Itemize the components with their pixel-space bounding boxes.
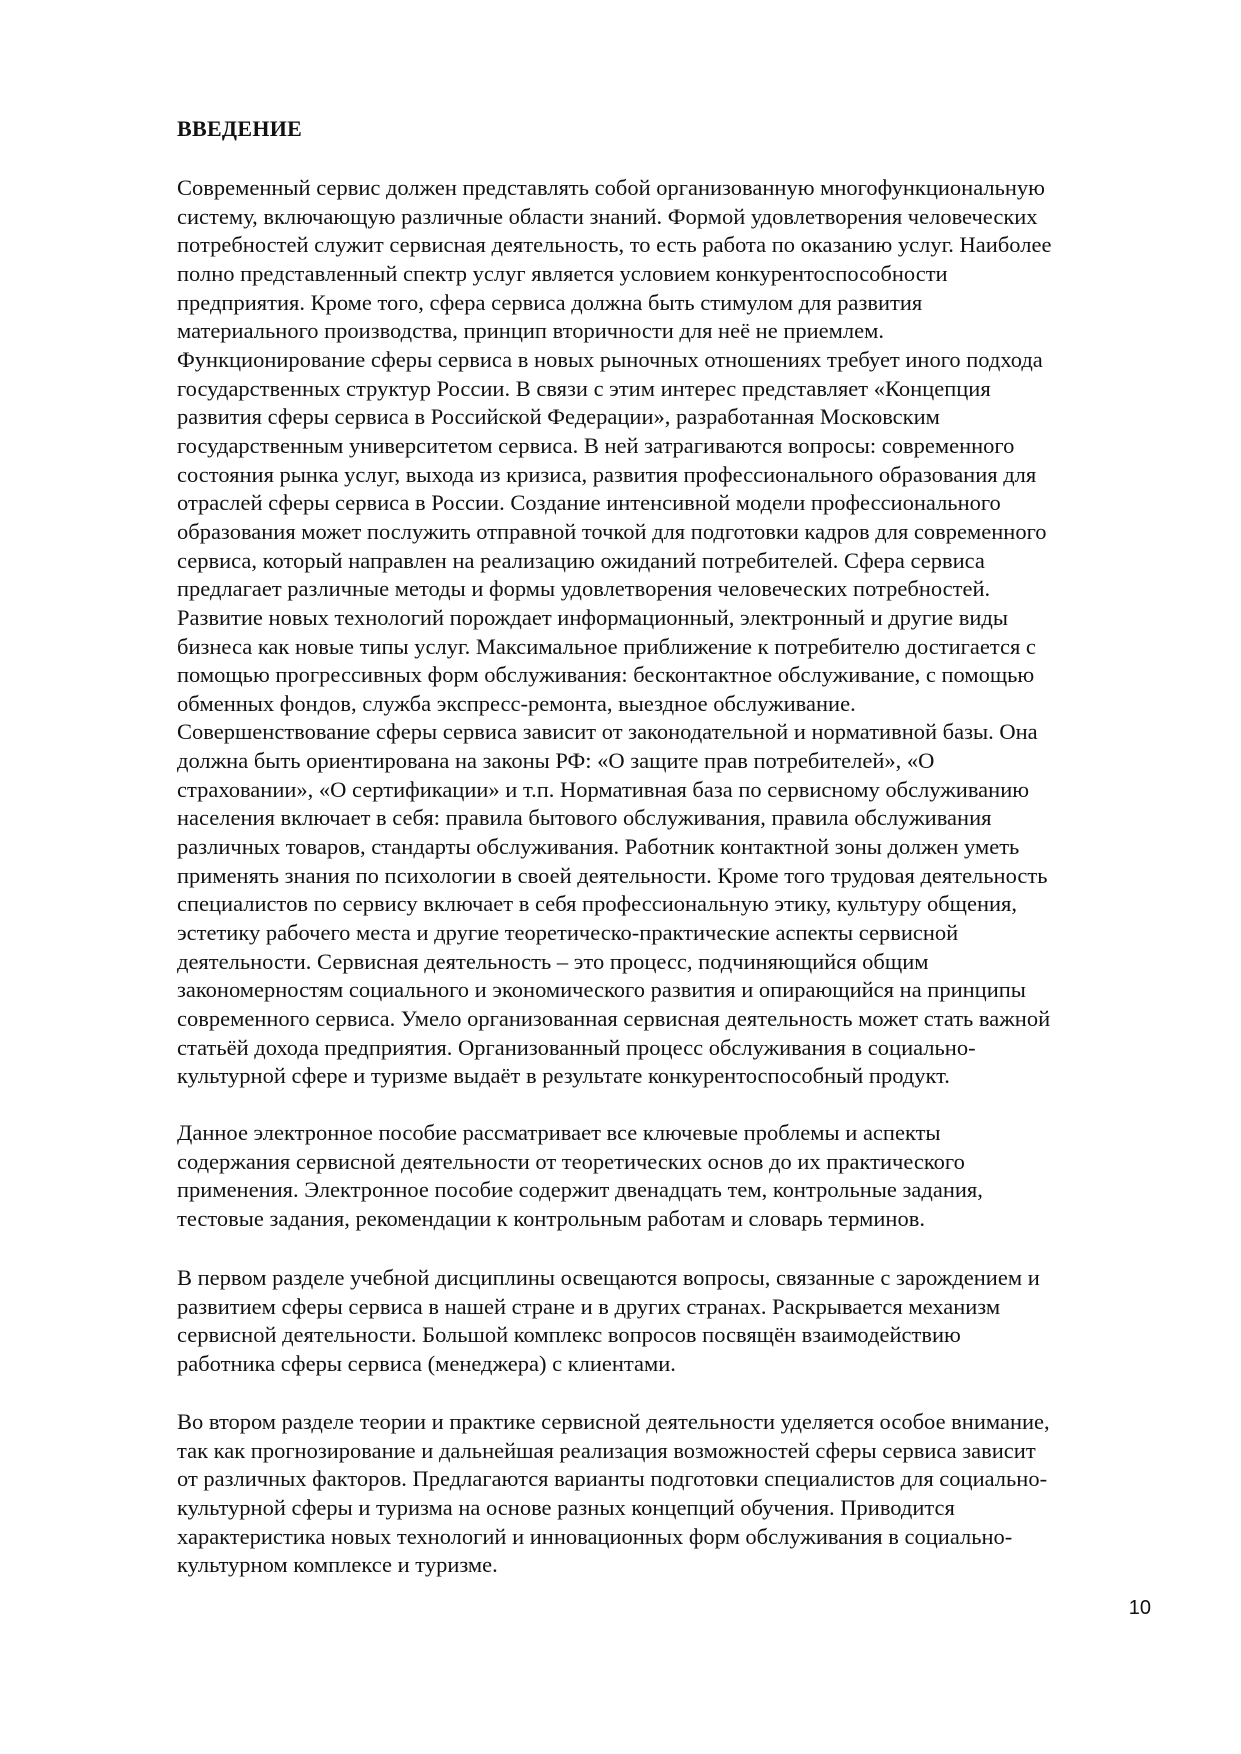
text-line: работника сферы сервиса (менеджера) с клиентами. xyxy=(177,1350,676,1376)
text-line: культурной сфере и туризме выдаёт в результате конкурентоспособный продукт. xyxy=(177,1063,950,1089)
text-line: применять знания по психологии в своей деятельности. Кроме того трудовая деятельность xyxy=(177,862,1048,888)
text-line: Во втором разделе теории и практике сервисной деятельности уделяется особое внимание, xyxy=(177,1409,1050,1434)
text-line: страховании», «О сертификации» и т.п. Нормативная база по сервисному обслуживанию xyxy=(177,776,1030,802)
text-line: бизнеса как новые типы услуг. Максимальное приближение к потребителю достигается с xyxy=(177,633,1036,659)
text-line: содержания сервисной деятельности от теоретических основ до их практического xyxy=(177,1148,965,1174)
text-line: культурном комплексе и туризме. xyxy=(177,1552,498,1578)
text-line: обменных фондов, служба экспресс-ремонта, выездное обслуживание. xyxy=(177,690,856,716)
text-line: развития сферы сервиса в Российской Федерации», разработанная Московским xyxy=(177,404,940,430)
text-line: деятельности. Сервисная деятельность – это процесс, подчиняющийся общим xyxy=(177,948,929,974)
text-line: предлагает различные методы и формы удовлетворения человеческих потребностей. xyxy=(177,576,991,602)
text-line: населения включает в себя: правила бытового обслуживания, правила обслуживания xyxy=(177,805,992,831)
text-line: от различных факторов. Предлагаются варианты подготовки специалистов для социально- xyxy=(177,1466,1048,1492)
text-line: Современный сервис должен представлять собой организованную многофункциональную xyxy=(177,175,1045,200)
text-line: так как прогнозирование и дальнейшая реализация возможностей сферы сервиса зависит xyxy=(177,1437,1036,1463)
text-line: предприятия. Кроме того, сфера сервиса должна быть стимулом для развития xyxy=(177,289,923,315)
text-line: сервисной деятельности. Большой комплекс вопросов посвящён взаимодействию xyxy=(177,1322,961,1348)
text-line: государственных структур России. В связи с этим интерес представляет «Концепция xyxy=(177,375,991,401)
text-line: культурной сферы и туризма на основе разных концепций обучения. Приводится xyxy=(177,1494,955,1520)
paragraph-1 xyxy=(177,174,1157,1091)
text-line: тестовые задания, рекомендации к контрольным работам и словарь терминов. xyxy=(177,1205,925,1231)
text-line: систему, включающую различные области знаний. Формой удовлетворения человеческих xyxy=(177,203,1038,229)
text-line: Развитие новых технологий порождает информационный, электронный и другие виды xyxy=(177,604,1008,630)
text-line: полно представленный спектр услуг является условием конкурентоспособности xyxy=(177,260,948,286)
page-number: 10 xyxy=(1128,1597,1151,1619)
text-line: закономерностям социального и экономического развития и опирающийся на принципы xyxy=(177,977,1026,1003)
text-line: материального производства, принцип вторичности для неё не приемлем. xyxy=(177,318,884,344)
text-line: Данное электронное пособие рассматривает все ключевые проблемы и аспекты xyxy=(177,1120,941,1145)
paragraph-2 xyxy=(177,1119,1157,1234)
page-title: ВВЕДЕНИЕ xyxy=(177,116,303,141)
text-line: характеристика новых технологий и инновационных форм обслуживания в социально- xyxy=(177,1523,1013,1549)
text-line: современного сервиса. Умело организованная сервисная деятельность может стать важной xyxy=(177,1006,1051,1032)
text-line: отраслей сферы сервиса в России. Создание интенсивной модели профессионального xyxy=(177,490,1001,516)
text-line: потребностей служит сервисная деятельность, то есть работа по оказанию услуг. Наиболее xyxy=(177,232,1052,258)
paragraph-4 xyxy=(177,1408,1157,1580)
text-line: различных товаров, стандарты обслуживания. Работник контактной зоны должен уметь xyxy=(177,834,1020,860)
text-line: развитием сферы сервиса в нашей стране и в других странах. Раскрывается механизм xyxy=(177,1293,1001,1319)
text-line: Функционирование сферы сервиса в новых рыночных отношениях требует иного подхода xyxy=(177,346,1043,372)
text-line: образования может послужить отправной точкой для подготовки кадров для современного xyxy=(177,518,1047,544)
text-line: должна быть ориентирована на законы РФ: «О защите прав потребителей», «О xyxy=(177,748,935,774)
text-line: эстетику рабочего места и другие теоретическо-практические аспекты сервисной xyxy=(177,920,959,946)
text-line: специалистов по сервису включает в себя профессиональную этику, культуру общения, xyxy=(177,891,1018,917)
text-line: В первом разделе учебной дисциплины освещаются вопросы, связанные с зарождением и xyxy=(177,1265,1040,1290)
text-line: состояния рынка услуг, выхода из кризиса, развития профессионального образования для xyxy=(177,461,1037,487)
text-line: применения. Электронное пособие содержит двенадцать тем, контрольные задания, xyxy=(177,1177,983,1203)
text-line: государственным университетом сервиса. В ней затрагиваются вопросы: современного xyxy=(177,432,1015,458)
text-line: Совершенствование сферы сервиса зависит от законодательной и нормативной базы. Она xyxy=(177,719,1038,745)
text-line: помощью прогрессивных форм обслуживания: бесконтактное обслуживание, с помощью xyxy=(177,662,1035,688)
text-line: сервиса, который направлен на реализацию ожиданий потребителей. Сфера сервиса xyxy=(177,547,985,573)
paragraph-3 xyxy=(177,1264,1157,1379)
text-line: статьёй дохода предприятия. Организованный процесс обслуживания в социально- xyxy=(177,1034,976,1060)
